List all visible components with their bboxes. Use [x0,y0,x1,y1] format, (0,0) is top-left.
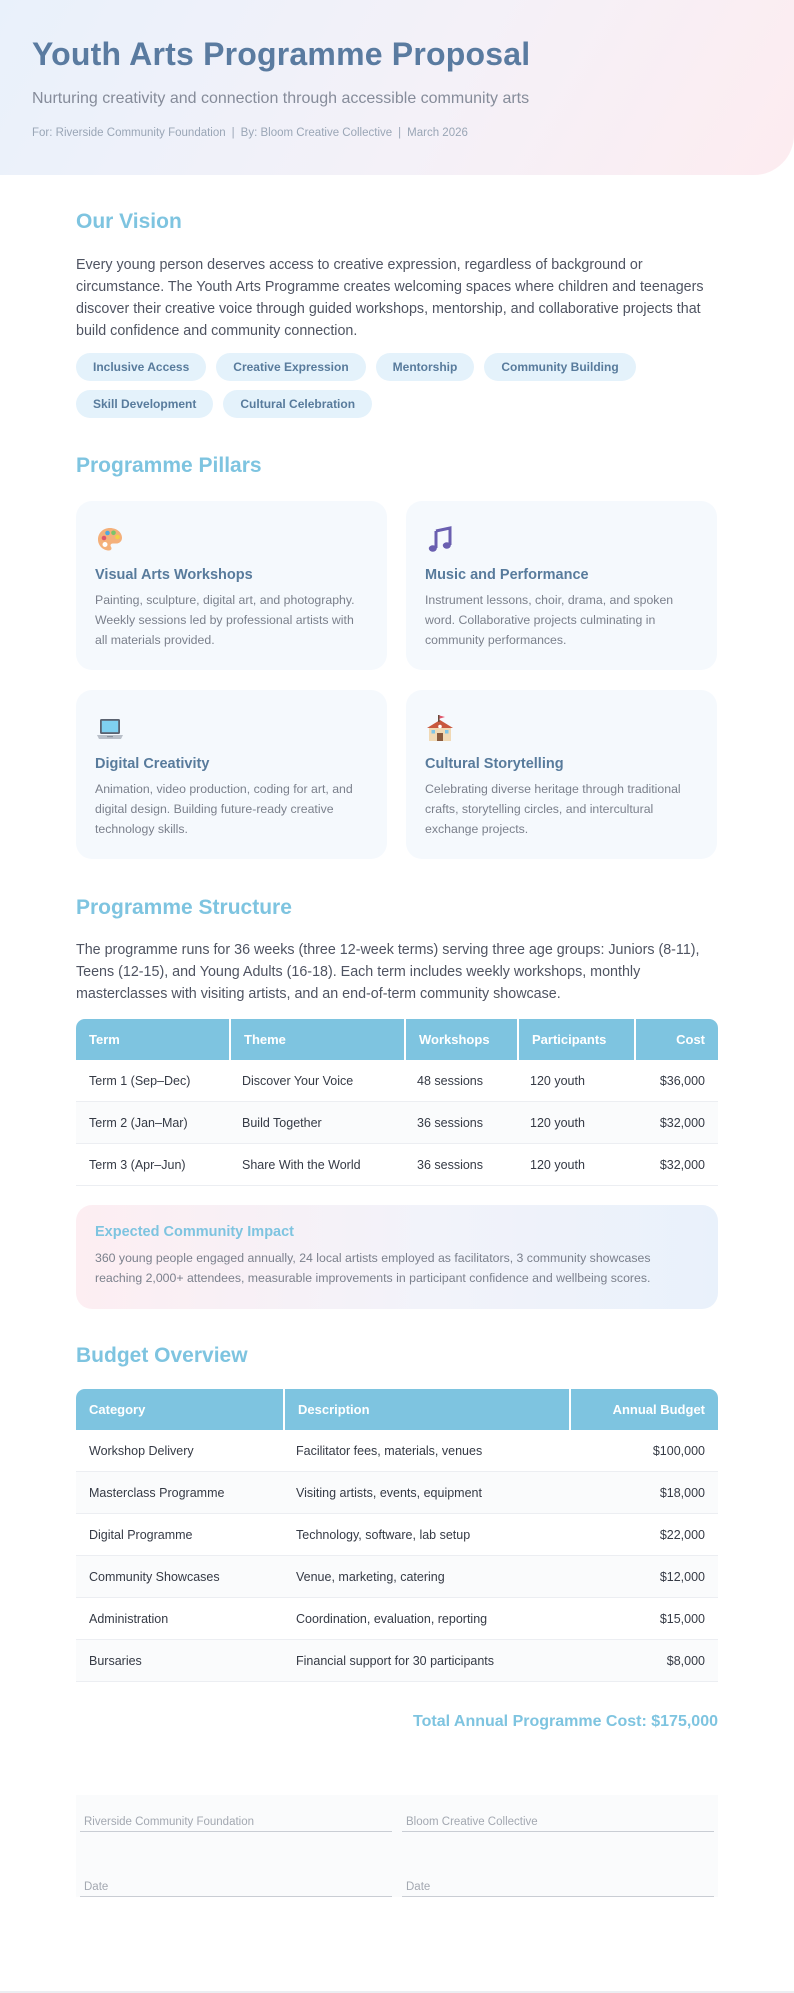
pillar-text: Celebrating diverse heritage through traditional crafts, storytelling circles, and intercultural exchange projects. [425,782,681,836]
cell-cost: $36,000 [634,1060,718,1102]
document-title: Youth Arts Programme Proposal [32,36,531,72]
laptop-icon [95,714,125,744]
pillar-text: Painting, sculpture, digital art, and photography. Weekly sessions led by professional artists with all materials provided. [95,593,355,647]
table-row [76,1430,718,1472]
cell-workshops: 48 sessions [404,1060,517,1102]
cell-cost: $32,000 [634,1102,718,1144]
column-header: Workshops [404,1019,517,1060]
cell-cost: $32,000 [634,1144,718,1186]
meta-author: By: Bloom Creative Collective [240,127,393,139]
tag: Mentorship [376,353,475,381]
vision-text: Every young person deserves access to creative expression, regardless of background or circumstance. The Youth Arts Programme creates welcoming spaces where children and teenagers discover their creative voice through guided workshops, mentorship, and collaborative projects that build confidence and community connection. [76,257,704,339]
pillar-title: Music and Performance [425,567,589,583]
table-row [76,1102,718,1144]
meta-separator: | [231,127,235,139]
music-note-icon [425,525,455,555]
impact-text: 360 young people engaged annually, 24 local artists employed as facilitators, 3 community showcases reaching 2,000+ attendees, measurable improvements in participant confidence and wellbeing scores. [95,1251,651,1285]
tag: Inclusive Access [76,353,206,381]
cell-workshops: 36 sessions [404,1144,517,1186]
date-line-foundation[interactable]: Date [80,1881,392,1897]
budget-heading: Budget Overview [76,1344,248,1367]
cell-workshops: 36 sessions [404,1102,517,1144]
cell-category: Community Showcases [76,1556,283,1598]
school-building-icon [425,714,455,744]
cell-budget: $100,000 [569,1430,718,1472]
cell-term: Term 2 (Jan–Mar) [76,1102,229,1144]
cell-category: Workshop Delivery [76,1430,283,1472]
cell-category: Digital Programme [76,1514,283,1556]
vision-heading: Our Vision [76,210,182,233]
pillar-card-storytelling [406,690,717,859]
cell-term: Term 3 (Apr–Jun) [76,1144,229,1186]
table-row [76,1144,718,1186]
table-row [76,1060,718,1102]
meta-separator: | [398,127,402,139]
column-header: Category [76,1389,283,1430]
impact-callout [76,1205,718,1309]
value-tags [76,353,676,418]
cell-participants: 120 youth [517,1060,634,1102]
structure-text: The programme runs for 36 weeks (three 12-week terms) serving three age groups: Juniors (8-11), Teens (12-15), and Young Adults (16-18). Each term includes weekly workshops, monthly masterclasses with visiting artists, and an end-of-term community showcase. [76,942,700,1002]
budget-table [76,1389,718,1682]
table-header-row [76,1389,718,1430]
budget-total: Total Annual Programme Cost: $175,000 [413,1713,718,1730]
pillar-card-visual-arts [76,501,387,670]
column-header: Participants [517,1019,634,1060]
table-row [76,1598,718,1640]
pillars-heading: Programme Pillars [76,454,262,477]
table-row [76,1514,718,1556]
table-row [76,1640,718,1682]
signature-line-foundation[interactable]: Riverside Community Foundation [80,1816,392,1832]
column-header: Theme [229,1019,404,1060]
signature-block [76,1795,718,1897]
structure-heading: Programme Structure [76,896,292,919]
cell-theme: Share With the World [229,1144,404,1186]
structure-table [76,1019,718,1186]
tag: Skill Development [76,390,213,418]
tag: Creative Expression [216,353,365,381]
cell-description: Coordination, evaluation, reporting [283,1598,569,1640]
meta-date: March 2026 [407,127,468,139]
cell-description: Venue, marketing, catering [283,1556,569,1598]
cell-description: Technology, software, lab setup [283,1514,569,1556]
table-header-row [76,1019,718,1060]
meta-recipient: For: Riverside Community Foundation [32,127,226,139]
cell-participants: 120 youth [517,1144,634,1186]
cell-description: Facilitator fees, materials, venues [283,1430,569,1472]
column-header: Cost [634,1019,718,1060]
column-header: Description [283,1389,569,1430]
document-subtitle: Nurturing creativity and connection through accessible community arts [32,90,530,107]
table-row [76,1472,718,1514]
date-line-collective[interactable]: Date [402,1881,714,1897]
cell-description: Visiting artists, events, equipment [283,1472,569,1514]
cell-category: Masterclass Programme [76,1472,283,1514]
impact-title: Expected Community Impact [95,1224,295,1240]
column-header: Annual Budget [569,1389,718,1430]
cell-theme: Build Together [229,1102,404,1144]
pillar-title: Visual Arts Workshops [95,567,253,583]
pillar-title: Cultural Storytelling [425,756,564,772]
cell-theme: Discover Your Voice [229,1060,404,1102]
header-banner [0,0,794,175]
cell-budget: $8,000 [569,1640,718,1682]
pillar-text: Instrument lessons, choir, drama, and spoken word. Collaborative projects culminating in community performances. [425,593,674,647]
tag: Community Building [484,353,635,381]
cell-term: Term 1 (Sep–Dec) [76,1060,229,1102]
cell-budget: $18,000 [569,1472,718,1514]
cell-budget: $22,000 [569,1514,718,1556]
pillar-text: Animation, video production, coding for art, and digital design. Building future-ready creative technology skills. [95,782,353,836]
cell-participants: 120 youth [517,1102,634,1144]
document-meta [32,127,468,139]
signature-line-collective[interactable]: Bloom Creative Collective [402,1816,714,1832]
pillar-card-digital [76,690,387,859]
cell-category: Bursaries [76,1640,283,1682]
pillar-title: Digital Creativity [95,756,210,772]
tag: Cultural Celebration [223,390,372,418]
cell-description: Financial support for 30 participants [283,1640,569,1682]
table-row [76,1556,718,1598]
cell-budget: $12,000 [569,1556,718,1598]
cell-category: Administration [76,1598,283,1640]
palette-icon [95,525,125,555]
pillar-card-music [406,501,717,670]
cell-budget: $15,000 [569,1598,718,1640]
column-header: Term [76,1019,229,1060]
